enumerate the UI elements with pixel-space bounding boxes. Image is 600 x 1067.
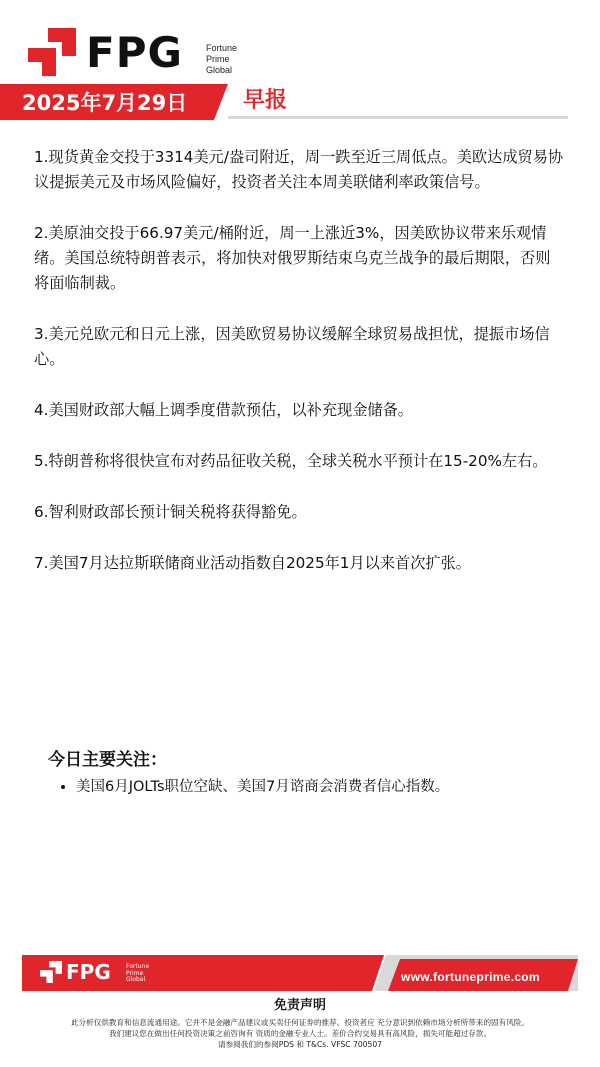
footer-logo-mark-icon [40, 961, 62, 983]
disclaimer-text: 我们建议您在做出任何投资决策之前咨询有 资质的金融专业人士。差价合约交易具有高风险，损失可能超过存款。 [108, 1029, 492, 1038]
disclaimer-title: 免责声明 [273, 998, 326, 1013]
website-link[interactable]: www.fortuneprime.com [401, 970, 540, 984]
footer-tagline-line: Fortune [126, 963, 150, 970]
news-list [34, 145, 564, 602]
header-divider [228, 116, 568, 119]
footer-logo-wordmark: FPG [66, 960, 111, 984]
today-focus-title: 今日主要关注： [48, 750, 167, 770]
today-focus-section [48, 748, 568, 798]
news-item: 1.现货黄金交投于3314美元/盎司附近，周一跌至近三周低点。美欧达成贸易协议提振美元及市场风险偏好，投资者关注本周美联储利率政策信号。 [34, 148, 564, 191]
logo-tagline [206, 43, 237, 76]
today-focus-list [48, 776, 568, 798]
news-item: 3.美元兑欧元和日元上涨，因美欧贸易协议缓解全球贸易战担忧，提振市场信心。 [34, 325, 550, 368]
logo-tagline-line: Global [206, 65, 233, 75]
fpg-logo-mark-icon [28, 28, 76, 76]
footer-logo [40, 960, 170, 986]
logo-wordmark: FPG [86, 28, 183, 77]
footer-tagline-line: Global [126, 976, 146, 983]
disclaimer-text: 此分析仅供教育和信息流通用途。它并不是金融产品建议或买卖任何证券的推荐。投资者应 充分意识到依赖市场分析所带来的固有风险。 [70, 1018, 530, 1027]
news-item: 7.美国7月达拉斯联储商业活动指数自2025年1月以来首次扩张。 [34, 554, 471, 572]
report-date: 2025年7月29日 [22, 91, 188, 115]
news-item: 6.智利财政部长预计铜关税将获得豁免。 [34, 503, 307, 521]
news-item: 2.美原油交投于66.97美元/桶附近，周一上涨近3%，因美欧协议带来乐观情绪。美国总统特朗普表示，将加快对俄罗斯结束乌克兰战争的最后期限，否则将面临制裁。 [34, 224, 551, 292]
logo-tagline-line: Fortune [206, 43, 238, 53]
footer-tagline-line: Prime [126, 969, 144, 977]
news-item: 4.美国财政部大幅上调季度借款预估，以补充现金储备。 [34, 401, 413, 419]
logo-tagline-line: Prime [206, 54, 230, 64]
disclaimer-text: 请参阅我们的参阅PDS 和 T&Cs. VFSC 700507 [217, 1040, 383, 1049]
news-item: 5.特朗普称将很快宣布对药品征收关税，全球关税水平预计在15-20%左右。 [34, 452, 548, 470]
footer-logo-tagline [126, 964, 149, 984]
date-ribbon [0, 84, 600, 122]
today-focus-item: • 美国6月JOLTs职位空缺、美国7月谘商会消费者信心指数。 [76, 776, 568, 798]
report-type: 早报 [243, 88, 288, 113]
